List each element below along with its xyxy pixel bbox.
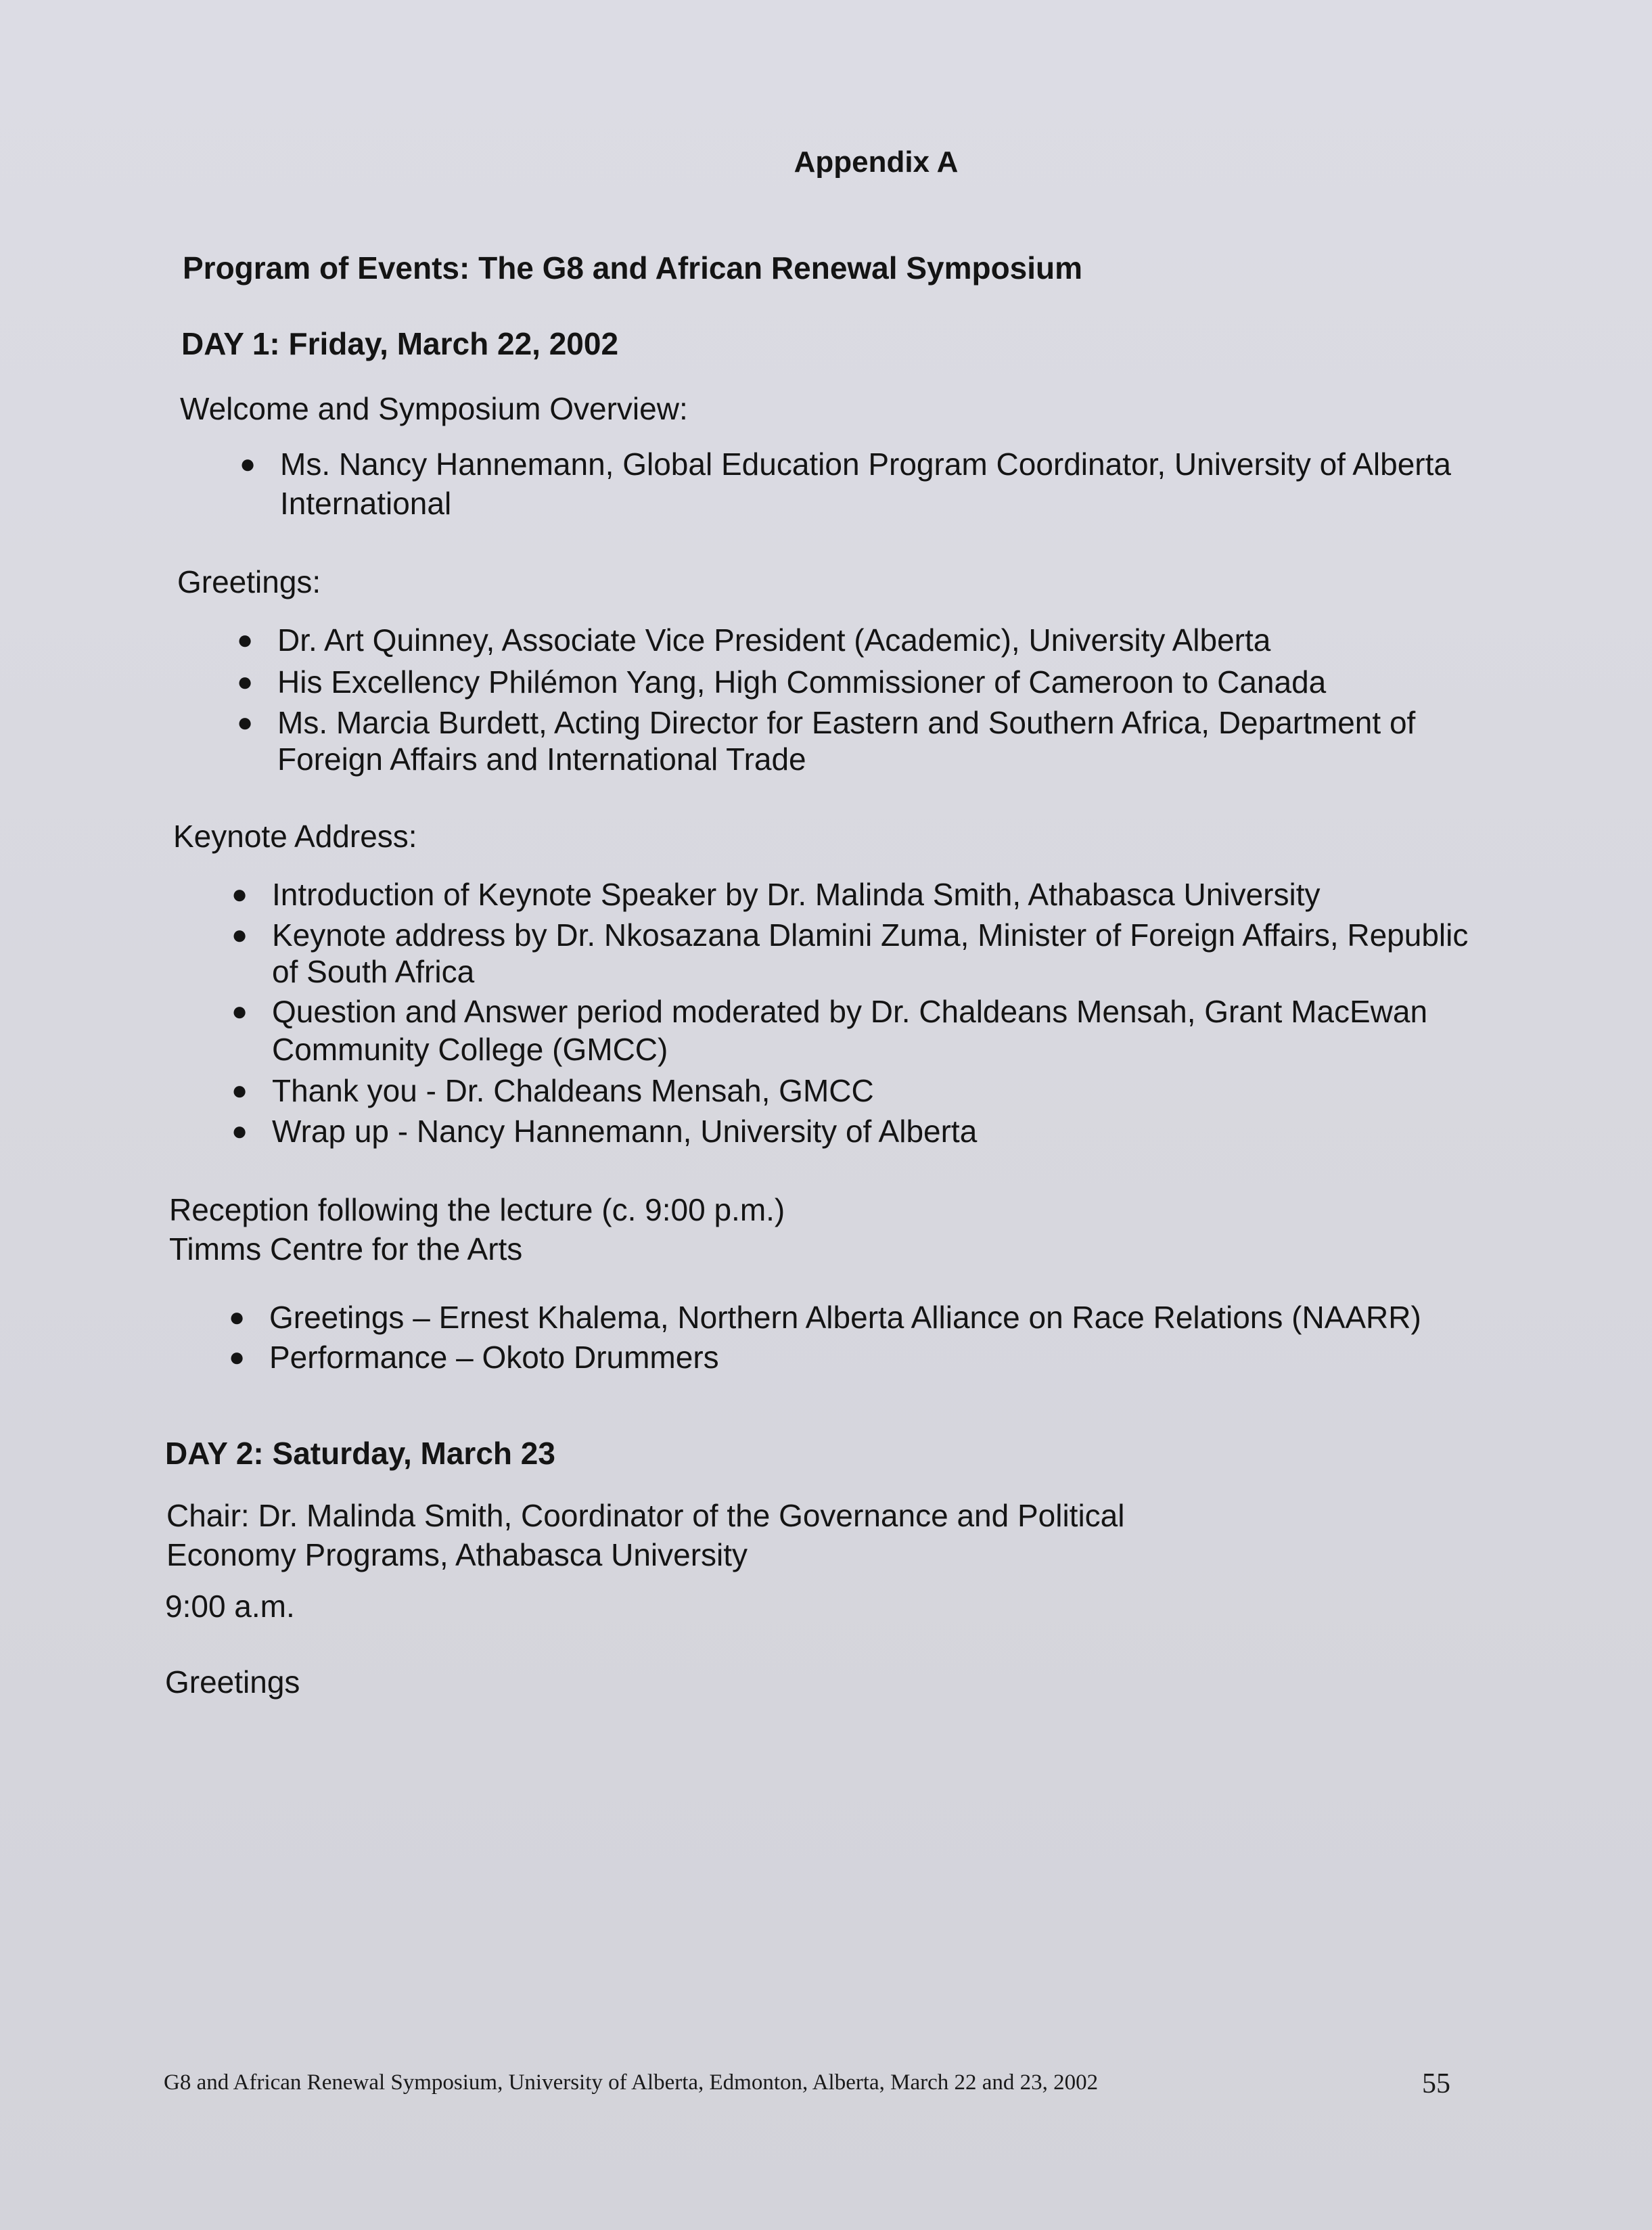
session-time: 9:00 a.m. — [165, 1589, 295, 1624]
list-item — [231, 875, 1502, 914]
list-item — [231, 993, 1502, 1068]
list-item — [231, 1071, 1502, 1110]
list-item — [237, 704, 1502, 777]
list-item-text: Question and Answer period moderated by Dr. Chaldeans Mensah, Grant MacEwan Community College (GMCC) — [272, 994, 1428, 1067]
keynote-list — [162, 875, 1502, 1151]
reception-list — [162, 1298, 1502, 1377]
bullet-icon: ● — [231, 880, 248, 909]
appendix-title: Appendix A — [794, 145, 959, 179]
list-item-text: Keynote address by Dr. Nkosazana Dlamini Zuma, Minister of Foreign Affairs, Republic of South Africa — [272, 917, 1469, 989]
list-item-text: Ms. Marcia Burdett, Acting Director for Eastern and Southern Africa, Department of Foreign Affairs and International Trade — [277, 705, 1416, 777]
reception-line: Reception following the lecture (c. 9:00 p.m.) — [169, 1192, 785, 1227]
program-title: Program of Events: The G8 and African Renewal Symposium — [183, 250, 1083, 286]
chair-line: Economy Programs, Athabasca University — [166, 1537, 748, 1572]
bullet-icon: ● — [231, 920, 248, 950]
list-item-text: Greetings – Ernest Khalema, Northern Alberta Alliance on Race Relations (NAARR) — [269, 1300, 1421, 1335]
day2-heading: DAY 2: Saturday, March 23 — [165, 1436, 555, 1471]
page-number: 55 — [1422, 2068, 1450, 2099]
list-item — [229, 1338, 1502, 1377]
page-footer: G8 and African Renewal Symposium, University of Alberta, Edmonton, Alberta, March 22 and 23, 2002 — [164, 2070, 1099, 2095]
bullet-icon: ● — [239, 449, 256, 479]
list-item-text: Ms. Nancy Hannemann, Global Education Program Coordinator, University of Alberta International — [280, 447, 1451, 521]
session-title: Greetings — [165, 1664, 300, 1700]
list-item-text: Wrap up - Nancy Hannemann, University of Alberta — [272, 1114, 978, 1149]
page-content — [162, 145, 1502, 1702]
chair-line: Chair: Dr. Malinda Smith, Coordinator of the Governance and Political — [166, 1498, 1125, 1533]
list-item-text: His Excellency Philémon Yang, High Commissioner of Cameroon to Canada — [277, 664, 1327, 700]
bullet-icon: ● — [231, 997, 248, 1026]
list-item-text: Dr. Art Quinney, Associate Vice President (Academic), University Alberta — [277, 622, 1271, 658]
bullet-icon: ● — [237, 708, 254, 737]
welcome-label: Welcome and Symposium Overview: — [180, 391, 688, 426]
list-item — [231, 917, 1502, 990]
bullet-icon: ● — [237, 625, 254, 655]
bullet-icon: ● — [231, 1116, 248, 1146]
day1-heading: DAY 1: Friday, March 22, 2002 — [181, 326, 619, 361]
list-item-text: Introduction of Keynote Speaker by Dr. Malinda Smith, Athabasca University — [272, 877, 1321, 912]
bullet-icon: ● — [229, 1302, 246, 1332]
greetings-label: Greetings: — [177, 564, 321, 599]
list-item — [229, 1298, 1502, 1336]
list-item-text: Performance – Okoto Drummers — [269, 1340, 719, 1375]
greetings-list — [162, 620, 1502, 777]
list-item — [237, 620, 1502, 660]
bullet-icon: ● — [237, 667, 254, 697]
list-item — [231, 1112, 1502, 1151]
list-item — [239, 445, 1502, 523]
keynote-label: Keynote Address: — [173, 819, 417, 854]
welcome-list — [162, 445, 1502, 523]
list-item-text: Thank you - Dr. Chaldeans Mensah, GMCC — [272, 1073, 874, 1108]
bullet-icon: ● — [231, 1076, 248, 1106]
reception-venue: Timms Centre for the Arts — [169, 1231, 523, 1267]
list-item — [237, 662, 1502, 702]
bullet-icon: ● — [229, 1342, 246, 1372]
